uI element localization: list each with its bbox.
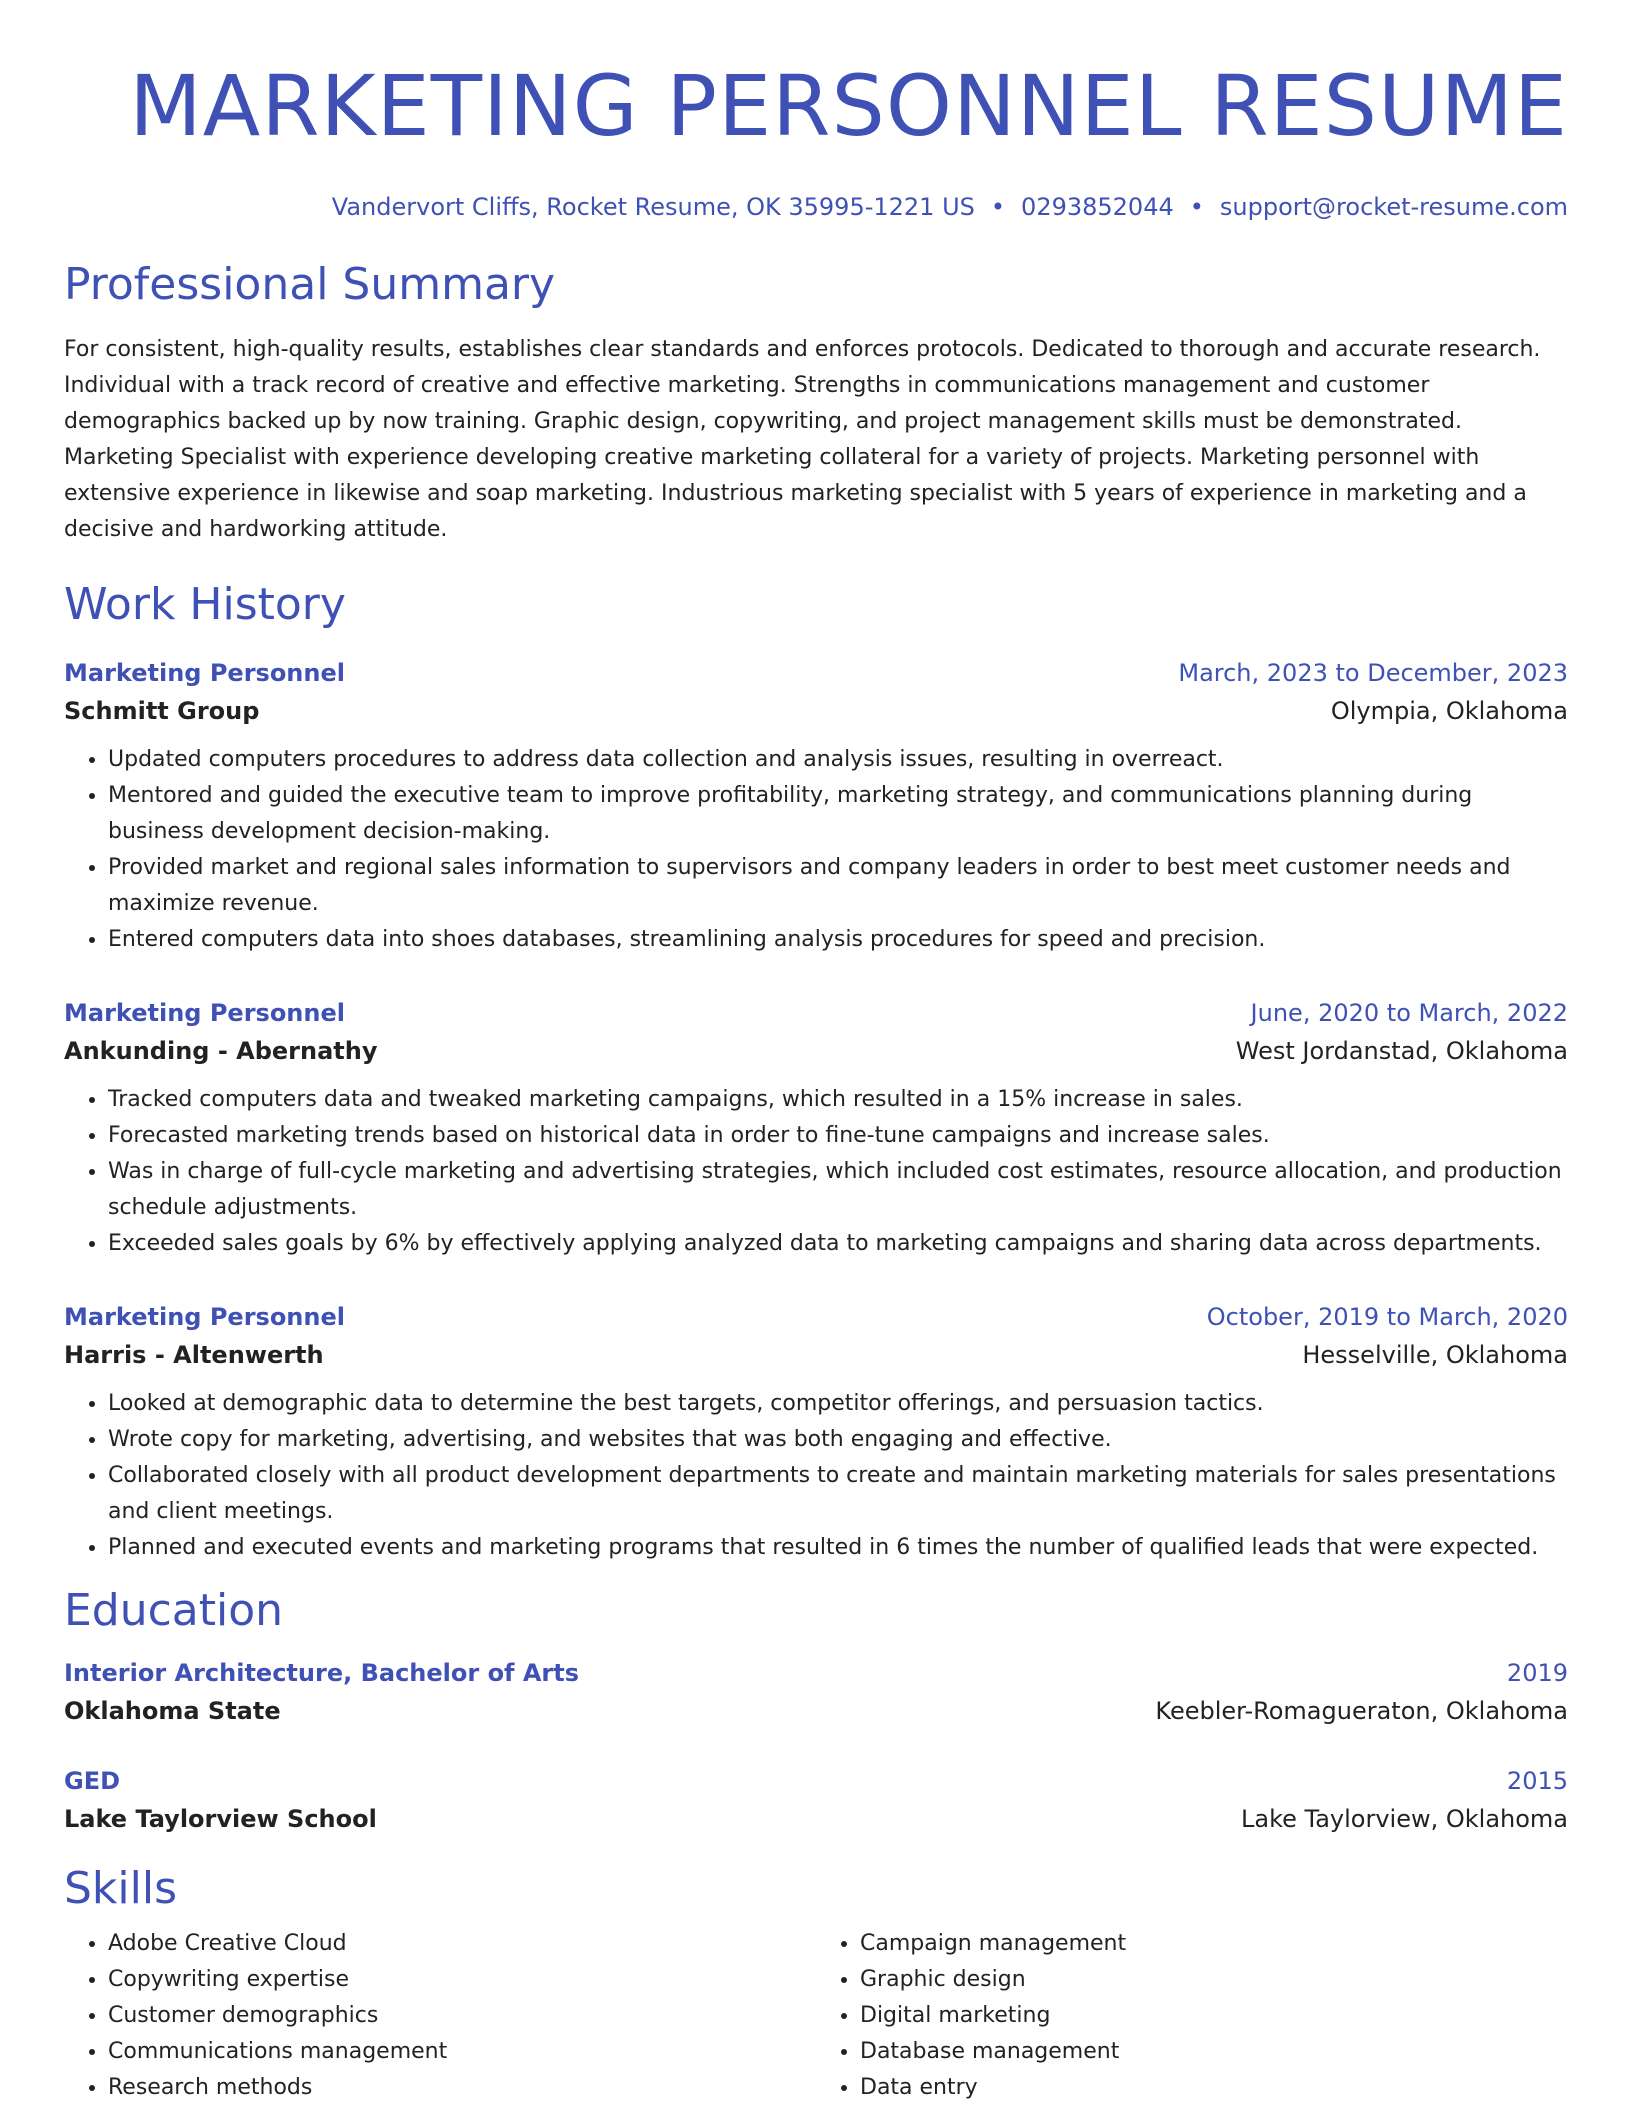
skills-grid xyxy=(64,1926,1568,2106)
contact-separator: • xyxy=(1189,193,1204,221)
job-entry xyxy=(64,994,1568,1262)
education-school-row xyxy=(64,1800,1568,1838)
summary-text: For consistent, high-quality results, establishes clear standards and enforces protocols. Dedicated to thorough and accurate research. Individual with a track record of creative and effective marketing. Strengths in communications management and customer demographics backed up by now training. Graphic design, copywriting, and project management skills must be demonstrated. Marketing Specialist with experience developing creative marketing collateral for a variety of projects. Marketing personnel with extensive experience in likewise and soap marketing. Industrious marketing specialist with 5 years of experience in marketing and a decisive and hardworking attitude. xyxy=(64,337,1541,542)
job-company-row xyxy=(64,1032,1568,1070)
job-bullet: • Tracked computers data and tweaked marketing campaigns, which resulted in a 15% increase in sales. xyxy=(108,1082,1568,1118)
education-degree: Interior Architecture, Bachelor of Arts xyxy=(64,1659,580,1687)
job-bullet: • Wrote copy for marketing, advertising, and websites that was both engaging and effective. xyxy=(108,1422,1568,1458)
education-year: 2019 xyxy=(1506,1659,1568,1687)
job-dates: June, 2020 to March, 2022 xyxy=(1250,999,1568,1027)
job-bullet: • Provided market and regional sales information to supervisors and company leaders in order to best meet customer needs and maximize revenue. xyxy=(108,850,1568,922)
job-entry xyxy=(64,1298,1568,1566)
job-company-row xyxy=(64,692,1568,730)
skills-list xyxy=(64,1926,816,2106)
job-bullet: • Forecasted marketing trends based on historical data in order to fine-tune campaigns and increase sales. xyxy=(108,1118,1568,1154)
education-location: Keebler-Romagueraton, Oklahoma xyxy=(1155,1697,1568,1725)
job-company: Ankunding - Abernathy xyxy=(64,1037,378,1065)
education-location: Lake Taylorview, Oklahoma xyxy=(1241,1805,1568,1833)
skill-item: • Copywriting expertise xyxy=(108,1962,816,1998)
contact-address: Vandervort Cliffs, Rocket Resume, OK 35995-1221 US xyxy=(331,193,975,221)
section-heading-skills: Skills xyxy=(64,1863,178,1914)
education-school-row xyxy=(64,1692,1568,1730)
job-bullet: • Planned and executed events and marketing programs that resulted in 6 times the number of qualified leads that were expected. xyxy=(108,1530,1568,1566)
job-dates: October, 2019 to March, 2020 xyxy=(1206,1303,1568,1331)
contact-line xyxy=(64,192,1568,222)
skill-item: • Campaign management xyxy=(860,1926,1568,1962)
job-title: Marketing Personnel xyxy=(64,1303,345,1331)
job-header-row xyxy=(64,994,1568,1032)
education-header-row xyxy=(64,1762,1568,1800)
contact-separator: • xyxy=(990,193,1006,221)
job-bullet: • Exceeded sales goals by 6% by effectively applying analyzed data to marketing campaigns and sharing data across departments. xyxy=(108,1226,1568,1262)
section-heading-education: Education xyxy=(64,1585,284,1636)
skill-item: • Research methods xyxy=(108,2070,816,2106)
education-degree: GED xyxy=(64,1767,121,1795)
education-school: Oklahoma State xyxy=(64,1697,281,1725)
education-year: 2015 xyxy=(1506,1767,1568,1795)
job-bullet: • Entered computers data into shoes databases, streamlining analysis procedures for speed and precision. xyxy=(108,922,1568,958)
job-bullet: • Collaborated closely with all product development departments to create and maintain marketing materials for sales presentations and client meetings. xyxy=(108,1458,1568,1530)
job-location: Olympia, Oklahoma xyxy=(1330,697,1568,725)
education-entry xyxy=(64,1654,1568,1730)
resume-header xyxy=(64,56,1568,222)
job-bullet: • Mentored and guided the executive team to improve profitability, marketing strategy, and communications planning during business development decision-making. xyxy=(108,778,1568,850)
job-bullets xyxy=(64,742,1568,958)
job-header-row xyxy=(64,1298,1568,1336)
job-header-row xyxy=(64,654,1568,692)
work-history-section xyxy=(64,578,1568,1566)
resume-title: MARKETING PERSONNEL RESUME xyxy=(129,57,1568,155)
job-company: Schmitt Group xyxy=(64,697,260,725)
skill-item: • Adobe Creative Cloud xyxy=(108,1926,816,1962)
job-location: West Jordanstad, Oklahoma xyxy=(1235,1037,1568,1065)
job-bullet: • Updated computers procedures to address data collection and analysis issues, resulting in overreact. xyxy=(108,742,1568,778)
skills-section xyxy=(64,1862,1568,2106)
skills-list xyxy=(816,1926,1568,2106)
job-bullet: • Was in charge of full-cycle marketing and advertising strategies, which included cost estimates, resource allocation, and production schedule adjustments. xyxy=(108,1154,1568,1226)
contact-email[interactable]: support@rocket-resume.com xyxy=(1219,193,1568,221)
contact-phone: 0293852044 xyxy=(1021,193,1174,221)
skill-item: • Database management xyxy=(860,2034,1568,2070)
section-heading-work: Work History xyxy=(64,579,346,630)
job-title: Marketing Personnel xyxy=(64,659,345,687)
education-header-row xyxy=(64,1654,1568,1692)
skill-item: • Digital marketing xyxy=(860,1998,1568,2034)
skills-column-right xyxy=(816,1926,1568,2106)
section-heading-summary: Professional Summary xyxy=(64,259,556,310)
job-bullet: • Looked at demographic data to determine the best targets, competitor offerings, and persuasion tactics. xyxy=(108,1386,1568,1422)
job-entry xyxy=(64,654,1568,958)
job-company-row xyxy=(64,1336,1568,1374)
summary-section xyxy=(64,258,1568,548)
education-entry xyxy=(64,1762,1568,1838)
job-location: Hesselville, Oklahoma xyxy=(1302,1341,1568,1369)
skill-item: • Customer demographics xyxy=(108,1998,816,2034)
job-dates: March, 2023 to December, 2023 xyxy=(1178,659,1568,687)
job-title: Marketing Personnel xyxy=(64,999,345,1027)
job-bullets xyxy=(64,1082,1568,1262)
skill-item: • Data entry xyxy=(860,2070,1568,2106)
skills-column-left xyxy=(64,1926,816,2106)
education-section xyxy=(64,1584,1568,1838)
job-bullets xyxy=(64,1386,1568,1566)
education-school: Lake Taylorview School xyxy=(64,1805,377,1833)
job-company: Harris - Altenwerth xyxy=(64,1341,324,1369)
skill-item: • Graphic design xyxy=(860,1962,1568,1998)
skill-item: • Communications management xyxy=(108,2034,816,2070)
